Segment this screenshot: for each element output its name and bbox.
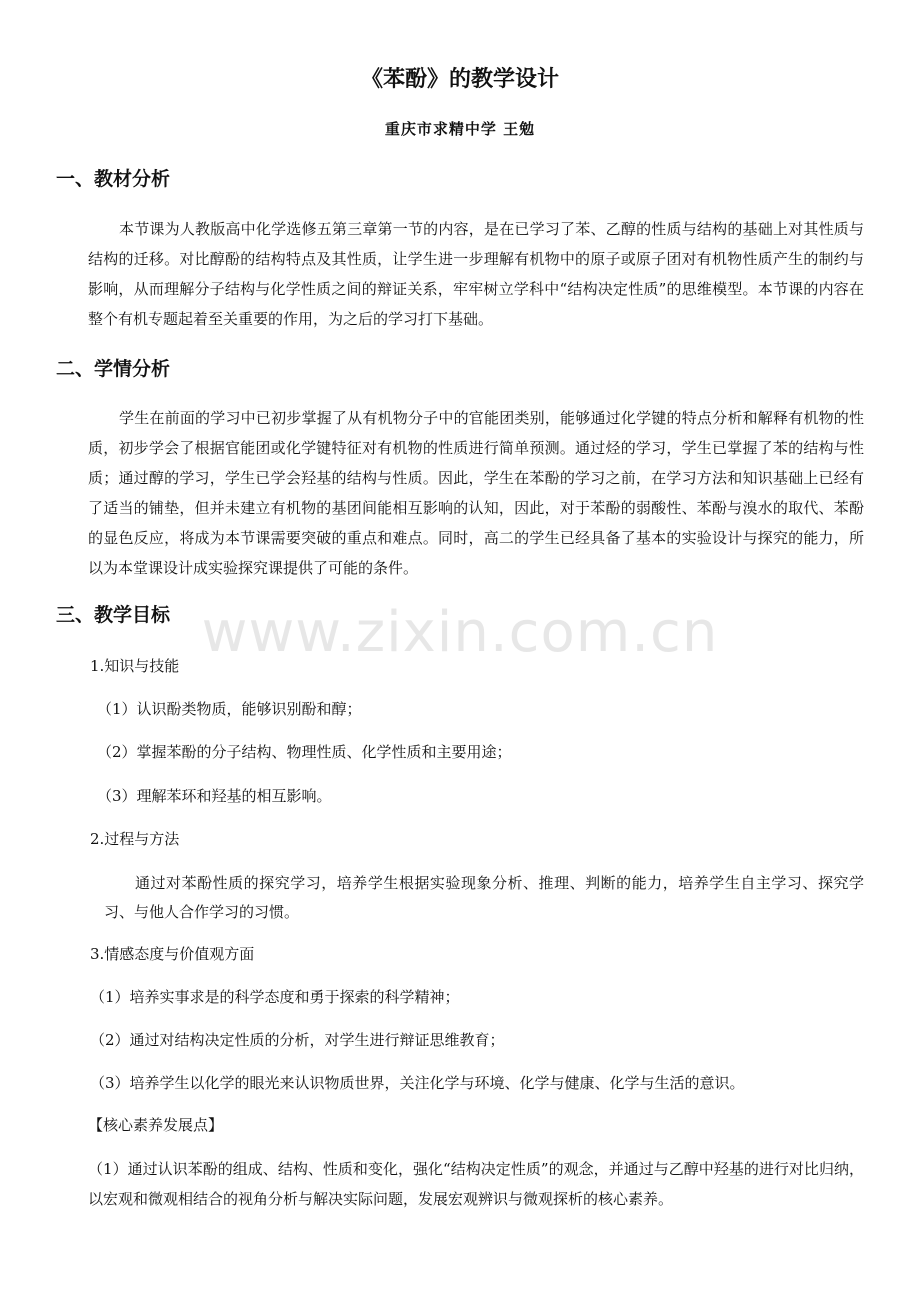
goal-knowledge-title: 1.知识与技能: [90, 657, 180, 675]
goal-knowledge-item-3: （3）理解苯环和羟基的相互影响。: [97, 787, 332, 805]
watermark: www.zixin.com.cn: [201, 600, 719, 665]
document-author: 重庆市求精中学 王勉: [384, 120, 536, 138]
goal-emotion-item-1: （1）培养实事求是的科学态度和勇于探索的科学精神；: [90, 988, 460, 1006]
goal-process-title: 2.过程与方法: [90, 830, 180, 848]
goal-emotion-item-2: （2）通过对结构决定性质的分析，对学生进行辩证思维教育；: [90, 1031, 505, 1049]
goal-process-paragraph: 通过对苯酚性质的探究学习，培养学生根据实验现象分析、推理、判断的能力，培养学生自主学习、探究学习、与他人合作学习的习惯。: [104, 874, 864, 921]
core-literacy-item-1: （1）通过认识苯酚的组成、结构、性质和变化，强化“结构决定性质”的观念，并通过与乙醇中羟基的进行对比归纳，以宏观和微观相结合的视角分析与解决实际问题，发展宏观辨识与微观探析的核心素养。: [88, 1160, 864, 1208]
paragraph-textbook-analysis: 本节课为人教版高中化学选修五第三章第一节的内容，是在已学习了苯、乙醇的性质与结构的基础上对其性质与结构的迁移。对比醇酚的结构特点及其性质，让学生进一步理解有机物中的原子或原子团对有机物性质产生的制约与影响，从而理解分子结构与化学性质之间的辩证关系，牢牢树立学科中“结构决定性质”的思维模型。本节课的内容在整个有机专题起着至关重要的作用，为之后的学习打下基础。: [88, 220, 864, 328]
goal-knowledge-item-2: （2）掌握苯酚的分子结构、物理性质、化学性质和主要用途；: [97, 743, 512, 761]
section-heading-teaching-goals: 三、教学目标: [56, 604, 171, 626]
section-heading-textbook-analysis: 一、教材分析: [56, 168, 171, 190]
section-heading-student-analysis: 二、学情分析: [56, 358, 171, 380]
paragraph-student-analysis: 学生在前面的学习中已初步掌握了从有机物分子中的官能团类别，能够通过化学键的特点分析和解释有机物的性质，初步学会了根据官能团或化学键特征对有机物的性质进行简单预测。通过烃的学习，学生已掌握了苯的结构与性质；通过醇的学习，学生已学会羟基的结构与性质。因此，学生在苯酚的学习之前，在学习方法和知识基础上已经有了适当的铺垫，但并未建立有机物的基团间能相互影响的认知，因此，对于苯酚的弱酸性、苯酚与溴水的取代、苯酚的显色反应，将成为本节课需要突破的重点和难点。同时，高二的学生已经具备了基本的实验设计与探究的能力，所以为本堂课设计成实验探究课提供了可能的条件。: [88, 409, 864, 577]
goal-emotion-item-3: （3）培养学生以化学的眼光来认识物质世界，关注化学与环境、化学与健康、化学与生活的意识。: [90, 1074, 745, 1092]
document-title: 《苯酚》的教学设计: [360, 67, 559, 92]
goal-knowledge-item-1: （1）认识酚类物质，能够识别酚和醇；: [97, 700, 362, 718]
core-literacy-title: 【核心素养发展点】: [88, 1116, 224, 1134]
goal-emotion-title: 3.情感态度与价值观方面: [90, 945, 255, 963]
